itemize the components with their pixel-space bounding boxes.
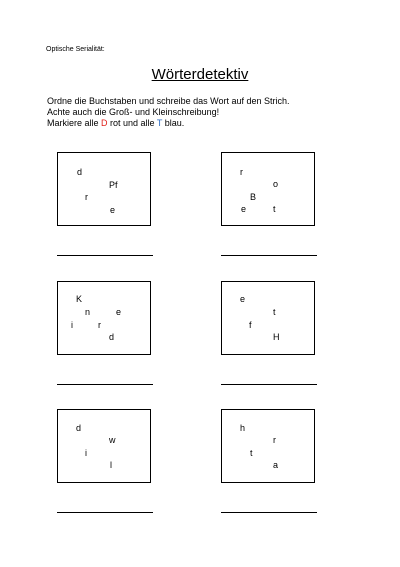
answer-line-6[interactable] <box>221 512 317 513</box>
instruction-line-2: Achte auch die Groß- und Kleinschreibung! <box>47 107 220 117</box>
scrambled-letter: i <box>71 320 73 330</box>
scrambled-letter: n <box>85 307 91 317</box>
answer-line-4[interactable] <box>221 384 317 385</box>
scrambled-letter: Pf <box>109 180 118 190</box>
scrambled-letter: i <box>85 448 87 458</box>
scrambled-letter: t <box>273 307 276 317</box>
scrambled-letter: r <box>240 167 243 177</box>
scrambled-letter: h <box>240 423 246 433</box>
scrambled-letter: d <box>109 332 115 342</box>
instruction-text: blau. <box>162 118 185 128</box>
letter-box-5 <box>57 409 151 483</box>
scrambled-letter: d <box>77 167 83 177</box>
instruction-text: Markiere alle <box>47 118 102 128</box>
instruction-line-3 <box>47 118 184 128</box>
scrambled-letter: r <box>85 192 88 202</box>
letter-box-4 <box>221 281 315 355</box>
scrambled-letter: B <box>250 192 257 202</box>
answer-line-1[interactable] <box>57 255 153 256</box>
answer-line-5[interactable] <box>57 512 153 513</box>
scrambled-letter: r <box>273 435 276 445</box>
scrambled-letter: t <box>250 448 253 458</box>
scrambled-letter: f <box>249 320 252 330</box>
scrambled-letter: e <box>116 307 122 317</box>
scrambled-letter: a <box>273 460 279 470</box>
letter-box-1 <box>57 152 151 226</box>
answer-line-3[interactable] <box>57 384 153 385</box>
scrambled-letter: o <box>273 179 279 189</box>
instruction-line-1: Ordne die Buchstaben und schreibe das Wort auf den Strich. <box>47 96 290 106</box>
scrambled-letter: e <box>240 294 246 304</box>
scrambled-letter: K <box>76 294 83 304</box>
page-title: Wörterdetektiv <box>151 66 249 83</box>
letter-t-marker: T <box>156 118 163 128</box>
scrambled-letter: l <box>110 460 112 470</box>
letter-box-3 <box>57 281 151 355</box>
scrambled-letter: H <box>273 332 280 342</box>
scrambled-letter: d <box>76 423 82 433</box>
letter-box-6 <box>221 409 315 483</box>
answer-line-2[interactable] <box>221 255 317 256</box>
worksheet-category-label: Optische Serialität: <box>46 46 105 53</box>
letter-box-2 <box>221 152 315 226</box>
scrambled-letter: e <box>110 205 116 215</box>
scrambled-letter: e <box>241 204 247 214</box>
scrambled-letter: r <box>98 320 101 330</box>
scrambled-letter: w <box>109 435 116 445</box>
instruction-text: rot und alle <box>107 118 157 128</box>
letter-d-marker: D <box>101 118 108 128</box>
scrambled-letter: t <box>273 204 276 214</box>
